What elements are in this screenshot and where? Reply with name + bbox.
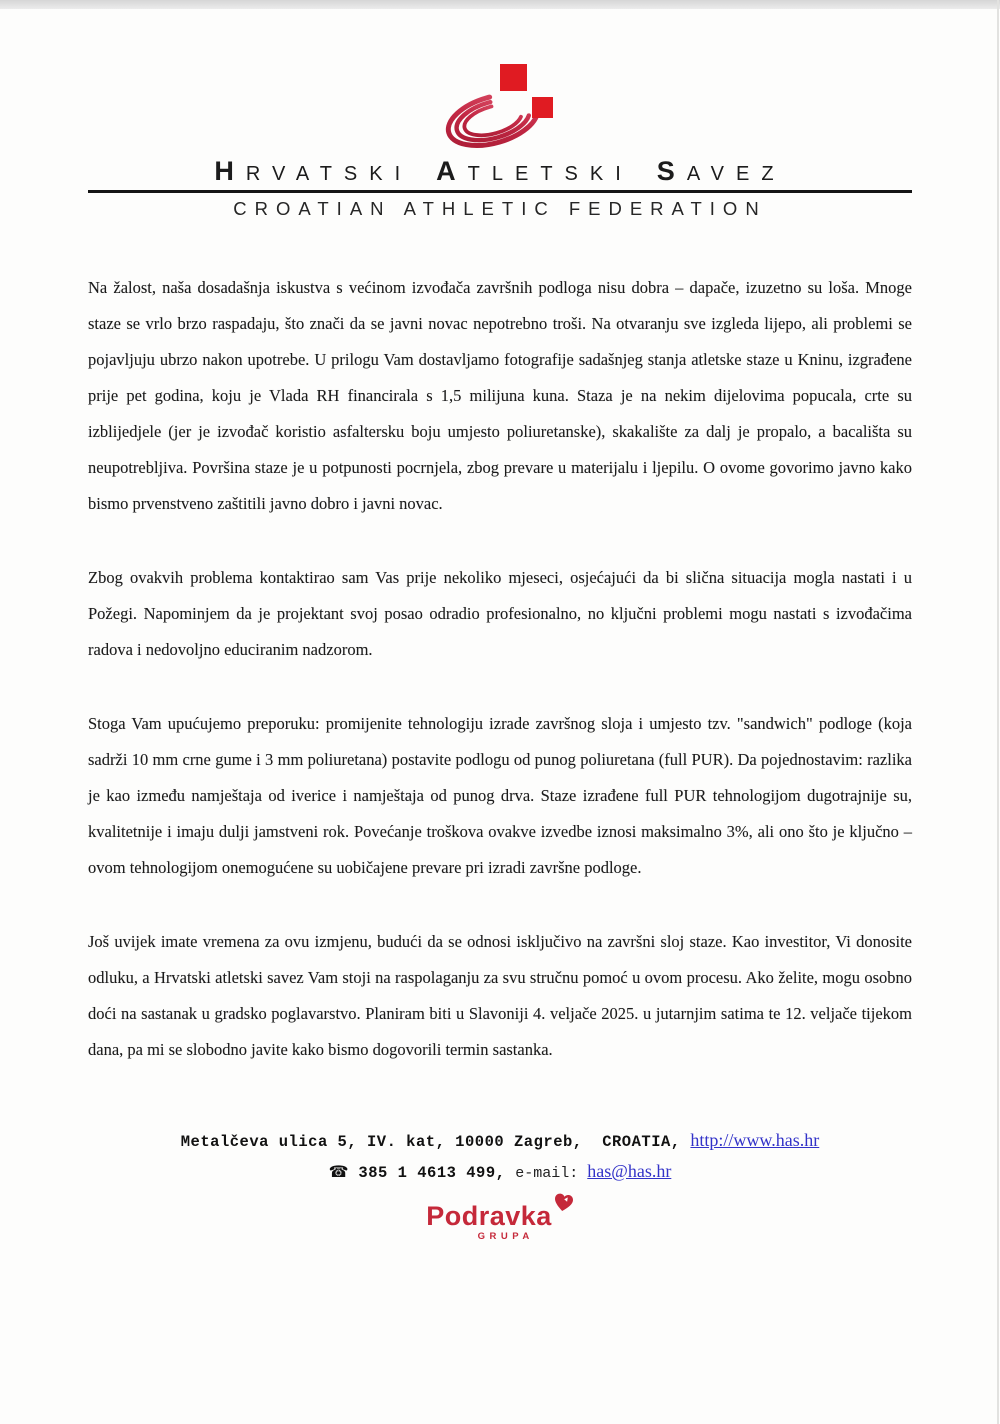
org-word-savez: SAVEZ xyxy=(656,156,786,186)
letterhead xyxy=(88,0,912,220)
email-link[interactable]: has@has.hr xyxy=(587,1161,672,1181)
phone-number: 385 1 4613 499, xyxy=(348,1164,516,1182)
org-name-croatian xyxy=(88,156,912,187)
podravka-wordmark: Podravka xyxy=(426,1201,552,1231)
podravka-grupa-label: GRUPA xyxy=(477,1231,534,1242)
podravka-logo-box xyxy=(426,1202,574,1242)
paragraph-3: Stoga Vam upućujemo preporuku: promijenite tehnologiju izrade završnog sloja i umjesto tzv. "sandwich" podloge (koja sadrži 10 mm crne gume i 3 mm poliuretana) postavite podlogu od punog poliuretana (full PUR). Da pojednostavim: razlika je kao između namještaja od iverice i namještaja od punog drva. Staze izrađene full PUR tehnologijom dugotrajnije su, kvalitetnije i imaju dulji jamstveni rok. Povećanje troškova ovakve izvedbe iznosi maksimalno 3%, ali ono što je ključno – ovom tehnologijom onemogućene su uobičajene prevare pri izradi završne podloge. xyxy=(88,714,912,877)
paragraph-1: Na žalost, naša dosadašnja iskustva s većinom izvođača završnih podloga nisu dobra – dapače, izuzetno su loša. Mnoge staze se vrlo brzo raspadaju, što znači da se javni novac nepotrebno troši. Na otvaranju sve izgleda lijepo, ali problemi se pojavljuju ubrzo nakon upotrebe. U prilogu Vam dostavljamo fotografije sadašnjeg stanja atletske staze u Kninu, izgrađene prije pet godina, koju je Vlada RH financirala s 1,5 milijuna kuna. Staza je na nekim dijelovima popucala, crte su izblijedjele (jer je izvođač koristio asfaltersku boju umjesto poliuretanske), skakalište za dalj je propalo, a bacališta su neupotrebljiva. Površina staze je u potpunosti pocrnjela, zbog prevare u materijalu i ljepilu. O ovome govorimo javno kako bismo prvenstveno zaštitili javno dobro i javni novac. xyxy=(88,278,912,513)
org-word-hrvatski: HRVATSKI xyxy=(214,156,413,186)
podravka-logo xyxy=(88,1202,912,1244)
website-link[interactable]: http://www.has.hr xyxy=(690,1130,820,1150)
paragraph-2: Zbog ovakvih problema kontaktirao sam Vas prije nekoliko mjeseci, osjećajući da bi slična situacija mogla nastati i u Požegi. Napominjem da je projektant svoj posao odradio profesionalno, no ključni problemi mogu nastati s izvođačima radova i nedovoljno educiranim nadzorom. xyxy=(88,568,912,659)
letter-body xyxy=(88,270,912,1068)
org-word-atletski: ATLETSKI xyxy=(436,156,633,186)
paragraph-4: Još uvijek imate vremena za ovu izmjenu, budući da se odnosi isključivo na završni sloj staze. Kao investitor, Vi donosite odluku, a Hrvatski atletski savez Vam stoji na raspolaganju za svu stručnu pomoć u ovom procesu. Ako želite, mogu osobno doći na sastanak u gradsko poglavarstvo. Planiram biti u Slavoniji 4. veljače 2025. u jutarnjim satima te 12. veljače tijekom dana, pa mi se slobodno javite kako bismo dogovorili termin sastanka. xyxy=(88,932,912,1059)
address-text: Metalčeva ulica 5, IV. kat, 10000 Zagreb, CROATIA, xyxy=(180,1133,691,1151)
org-name-english: CROATIAN ATHLETIC FEDERATION xyxy=(233,198,767,219)
footer-contact-line xyxy=(88,1157,912,1188)
podravka-heart-icon xyxy=(553,1193,574,1213)
letter-footer xyxy=(88,1126,912,1188)
has-logo-icon xyxy=(415,60,585,152)
email-label: e-mail: xyxy=(515,1165,588,1182)
phone-icon: ☎ xyxy=(328,1162,349,1181)
footer-address-line xyxy=(88,1126,912,1157)
letterhead-divider xyxy=(88,190,912,193)
